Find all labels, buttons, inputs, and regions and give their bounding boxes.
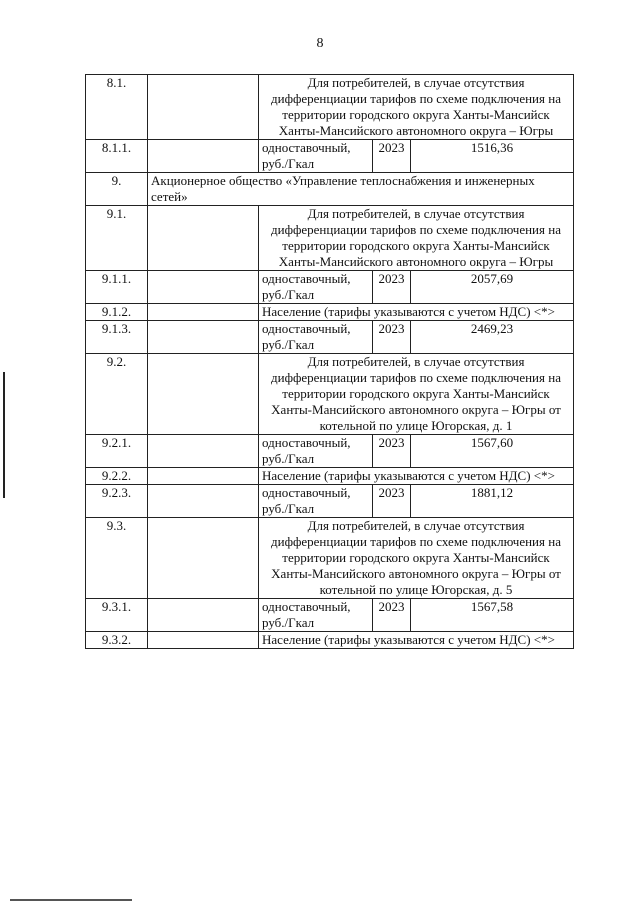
empty-cell — [148, 468, 259, 485]
bottom-scan-mark — [10, 899, 132, 901]
group-description: Для потребителей, в случае отсутствия дифференциации тарифов по схеме подключения на территории городского округа Ханты-Мансийск Ханты-Мансийского автономного округа – Югры от котельной по улице Югорская, д. 1 — [259, 354, 574, 435]
row-number: 9. — [86, 173, 148, 206]
empty-cell — [148, 140, 259, 173]
empty-cell — [148, 599, 259, 632]
row-number: 9.1.2. — [86, 304, 148, 321]
tariff-type: одноставочный, руб./Гкал — [259, 271, 373, 304]
tariff-year: 2023 — [373, 271, 411, 304]
empty-cell — [148, 75, 259, 140]
tariff-type: одноставочный, руб./Гкал — [259, 599, 373, 632]
table-row — [86, 518, 574, 599]
group-description: Для потребителей, в случае отсутствия дифференциации тарифов по схеме подключения на территории городского округа Ханты-Мансийск Ханты-Мансийского автономного округа – Югры — [259, 75, 574, 140]
empty-cell — [148, 321, 259, 354]
table-row — [86, 206, 574, 271]
tariff-value: 2057,69 — [411, 271, 574, 304]
tariff-year: 2023 — [373, 321, 411, 354]
empty-cell — [148, 435, 259, 468]
page-number: 8 — [316, 36, 324, 51]
tariff-value: 2469,23 — [411, 321, 574, 354]
row-number: 9.3. — [86, 518, 148, 599]
tariff-type: одноставочный, руб./Гкал — [259, 435, 373, 468]
tariff-table — [85, 74, 574, 649]
table-row — [86, 435, 574, 468]
row-number: 9.1.1. — [86, 271, 148, 304]
table-row — [86, 354, 574, 435]
tariff-year: 2023 — [373, 599, 411, 632]
row-number: 9.3.2. — [86, 632, 148, 649]
table-row — [86, 304, 574, 321]
empty-cell — [148, 485, 259, 518]
row-number: 9.2.1. — [86, 435, 148, 468]
empty-cell — [148, 304, 259, 321]
table-row — [86, 485, 574, 518]
margin-scan-mark — [3, 372, 5, 498]
table-row — [86, 140, 574, 173]
table-row — [86, 75, 574, 140]
tariff-year: 2023 — [373, 140, 411, 173]
table-row — [86, 599, 574, 632]
tariff-value: 1881,12 — [411, 485, 574, 518]
row-number: 8.1.1. — [86, 140, 148, 173]
empty-cell — [148, 354, 259, 435]
tariff-value: 1567,58 — [411, 599, 574, 632]
row-number: 9.1.3. — [86, 321, 148, 354]
table-row — [86, 173, 574, 206]
table-row — [86, 632, 574, 649]
empty-cell — [148, 271, 259, 304]
table-row — [86, 468, 574, 485]
table-row — [86, 321, 574, 354]
row-number: 9.2.3. — [86, 485, 148, 518]
row-number: 8.1. — [86, 75, 148, 140]
empty-cell — [148, 518, 259, 599]
organization-name: Акционерное общество «Управление теплоснабжения и инженерных сетей» — [148, 173, 574, 206]
tariff-year: 2023 — [373, 485, 411, 518]
tariff-type: одноставочный, руб./Гкал — [259, 140, 373, 173]
row-number: 9.2.2. — [86, 468, 148, 485]
empty-cell — [148, 632, 259, 649]
population-note: Население (тарифы указываются с учетом НДС) <*> — [259, 632, 574, 649]
group-description: Для потребителей, в случае отсутствия дифференциации тарифов по схеме подключения на территории городского округа Ханты-Мансийск Ханты-Мансийского автономного округа – Югры — [259, 206, 574, 271]
row-number: 9.3.1. — [86, 599, 148, 632]
tariff-value: 1516,36 — [411, 140, 574, 173]
empty-cell — [148, 206, 259, 271]
tariff-type: одноставочный, руб./Гкал — [259, 485, 373, 518]
population-note: Население (тарифы указываются с учетом НДС) <*> — [259, 304, 574, 321]
population-note: Население (тарифы указываются с учетом НДС) <*> — [259, 468, 574, 485]
tariff-type: одноставочный, руб./Гкал — [259, 321, 373, 354]
group-description: Для потребителей, в случае отсутствия дифференциации тарифов по схеме подключения на территории городского округа Ханты-Мансийск Ханты-Мансийского автономного округа – Югры от котельной по улице Югорская, д. 5 — [259, 518, 574, 599]
row-number: 9.1. — [86, 206, 148, 271]
row-number: 9.2. — [86, 354, 148, 435]
tariff-year: 2023 — [373, 435, 411, 468]
tariff-value: 1567,60 — [411, 435, 574, 468]
table-row — [86, 271, 574, 304]
